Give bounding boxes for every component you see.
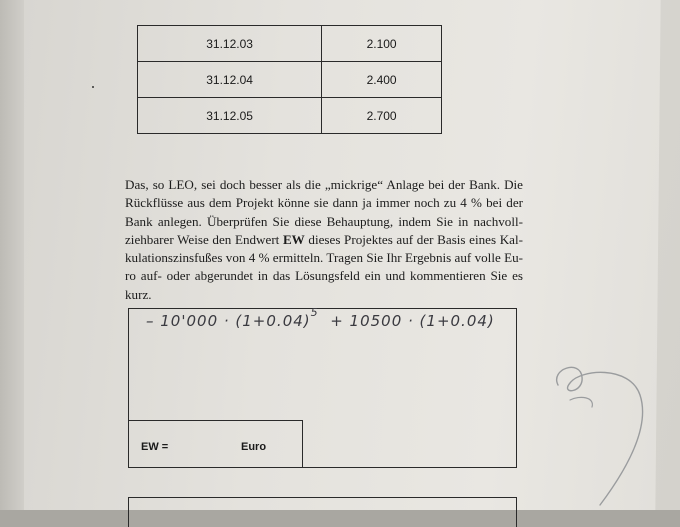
cashflow-table bbox=[137, 25, 442, 134]
task-line: kulationszinsfußes von 4 % ermitteln. Tragen Sie Ihr Ergebnis auf volle Eu- bbox=[125, 250, 523, 266]
task-text: ziehbarer Weise den Endwert bbox=[125, 231, 280, 247]
date-cell: 31.12.04 bbox=[138, 62, 322, 98]
table-row bbox=[138, 98, 442, 134]
formula-part: – 10'000 · (1+0.04) bbox=[146, 312, 311, 330]
table-row bbox=[138, 62, 442, 98]
formula-exponent: 5 bbox=[310, 306, 319, 319]
page-edge bbox=[0, 0, 24, 510]
ink-dot bbox=[92, 86, 94, 88]
date-cell: 31.12.03 bbox=[138, 26, 322, 62]
task-line: kurz. bbox=[125, 286, 152, 302]
value-cell: 2.700 bbox=[322, 98, 442, 134]
currency-unit: Euro bbox=[241, 441, 267, 453]
table-row bbox=[138, 26, 442, 62]
task-text: dieses Projektes auf der Basis eines Kal- bbox=[308, 231, 523, 247]
next-answer-box bbox=[128, 497, 517, 527]
task-line: Bank anlegen. Überprüfen Sie diese Behauptung, indem Sie in nachvoll- bbox=[125, 213, 523, 229]
value-cell: 2.100 bbox=[322, 26, 442, 62]
task-line: Rückflüsse aus dem Projekt könne sie dann ja immer noch zu 4 % bei der bbox=[125, 195, 523, 211]
task-paragraph bbox=[125, 176, 523, 304]
pencil-scribble bbox=[540, 355, 680, 510]
ew-term: EW bbox=[282, 231, 305, 247]
formula-part: + 10500 · (1+0.04) bbox=[330, 312, 495, 330]
task-line: ro auf- oder abgerundet in das Lösungsfeld ein und kommentieren Sie es bbox=[125, 268, 523, 284]
handwritten-formula bbox=[146, 306, 495, 330]
date-cell: 31.12.05 bbox=[138, 98, 322, 134]
result-field[interactable] bbox=[128, 420, 303, 468]
value-cell: 2.400 bbox=[322, 62, 442, 98]
ew-label: EW = bbox=[141, 441, 169, 453]
task-line bbox=[125, 231, 523, 249]
task-line: Das, so LEO, sei doch besser als die „mickrige“ Anlage bei der Bank. Die bbox=[125, 177, 523, 192]
